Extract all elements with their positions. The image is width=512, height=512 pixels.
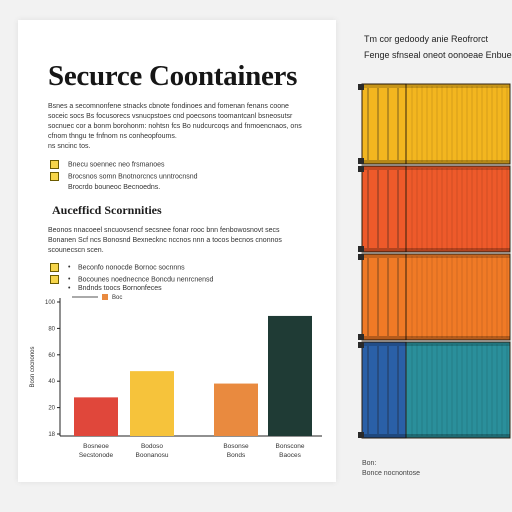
corner-casting [358, 334, 364, 340]
x-tick-label: Bosneoe [83, 443, 109, 450]
bullet-item [50, 172, 198, 181]
intro-line: ns sncinc tos. [48, 143, 91, 150]
corner-casting [358, 84, 364, 90]
bullet-item [50, 184, 160, 191]
bullet-text: Bndnds toocs Bornonfeces [78, 285, 162, 292]
x-tick-label: Bonscone [275, 443, 305, 450]
bullet-text: Brocsnos somn Bnotnorcncs unntrocnsnd [68, 173, 198, 181]
container-door [362, 166, 406, 252]
bullet-text: Beconfo nonocde Bornoc socnnns [78, 264, 185, 272]
container-rail [362, 248, 510, 252]
y-tick-label: 60 [48, 352, 55, 359]
bullet-item: • Bocounes noednecnce Boncdu nenrcnensd [50, 275, 213, 284]
legend-label: Boc [112, 295, 123, 301]
section-paragraph [48, 226, 328, 256]
container-door [362, 254, 406, 340]
x-tick-label: Boonanosu [135, 452, 169, 459]
corner-casting [358, 342, 364, 348]
bullet-text: Bocounes noednecnce Boncdu nenrcnensd [78, 276, 214, 284]
intro-line: soceic socs Bs focusorecs vsnucpstoes cnd poecsons toomantcanl bsneosutsr [48, 113, 293, 120]
bullet-item: • Bndnds toocs Bornonfeces [68, 285, 162, 292]
bar [130, 371, 174, 436]
checkbox-icon [50, 263, 59, 272]
container-rail [362, 434, 510, 438]
x-tick-label: Secstonode [78, 452, 114, 459]
bar-chart-svg [26, 280, 326, 470]
y-tick-label: 100 [44, 300, 55, 306]
intro-line: socnuec cor a bonm borohonm: nohtsn fcs Bo nudcurcoqs and fnmoencnaos, ons [48, 123, 302, 130]
y-tick-label: 20 [48, 405, 55, 412]
bar [214, 384, 258, 436]
legend-swatch [102, 294, 108, 300]
bullet-item: • Beconfo nonocde Bornoc socnnns [50, 263, 185, 272]
bullet-item [50, 160, 165, 169]
bullet-text: Brocrdo bouneoc Becnoedns. [68, 184, 161, 191]
container-rail [362, 336, 510, 340]
section-heading: Aucefficd Scornnities [52, 203, 162, 217]
intro-line: cfnom thngu te fnfnom ns conheopfoums. [48, 133, 177, 140]
x-tick-label: Bonds [226, 452, 246, 459]
container-rail [362, 342, 510, 346]
intro-line: Bsnes a secomnonfene stnacks cbnote fondinoes and fomenan fenans coone [48, 103, 289, 110]
right-heading-line: Fenge sfnseal oneot oonoeae Enbue [364, 50, 512, 60]
x-tick-label: Baoces [279, 452, 301, 459]
container-rail [362, 160, 510, 164]
corner-casting [358, 254, 364, 260]
image-caption: Bonce nocnontose [362, 470, 420, 477]
checkbox-icon [50, 172, 59, 181]
bar-chart [26, 280, 326, 470]
intro-paragraph [48, 102, 318, 152]
container-rail [362, 166, 510, 170]
section-line: Bonanen Scf ncs Bonosnd Bexnecknc nccnos nnn a tocos becnos cnonnos [48, 237, 282, 244]
section-line: scounecscn scen. [48, 247, 104, 254]
corner-casting [358, 166, 364, 172]
image-caption: Bon: [362, 460, 377, 467]
corner-casting [358, 432, 364, 438]
containers-illustration [356, 78, 512, 442]
container-rail [362, 254, 510, 258]
y-axis-label: Bosn cocnonos [30, 346, 36, 388]
corner-casting [358, 246, 364, 252]
corner-casting [358, 158, 364, 164]
y-tick-label: 80 [48, 326, 55, 333]
shipping-containers-image [356, 78, 512, 447]
x-tick-label: Bosonse [223, 443, 249, 450]
container-rail [362, 84, 510, 88]
bar [268, 316, 312, 436]
checkbox-icon [50, 160, 59, 169]
y-tick-label: 40 [48, 379, 55, 386]
container-door [362, 84, 406, 164]
x-tick-label: Bodoso [140, 443, 164, 450]
bullet-text: Bnecu soennec neo frsmanoes [68, 161, 165, 169]
bar [74, 397, 118, 436]
y-tick-label: 18 [48, 432, 55, 438]
right-heading-line: Tm cor gedoody anie Reofrorct [364, 34, 489, 44]
container-door [362, 342, 406, 438]
document-title: Securce Coontainers [48, 60, 298, 92]
section-line: Beonos nnacoeel sncuovsencf secsnee fonar rooc bnn fenbowosnovt secs [48, 227, 280, 234]
